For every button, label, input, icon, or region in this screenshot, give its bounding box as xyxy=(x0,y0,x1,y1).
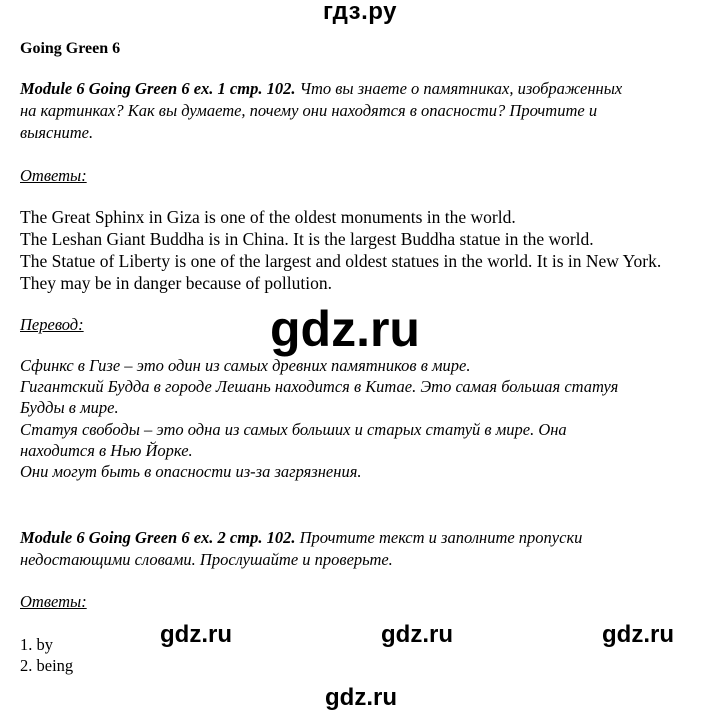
answer2-line: 2. being xyxy=(20,656,74,675)
watermark-small: gdz.ru xyxy=(381,621,453,648)
answer2-line: 1. by xyxy=(20,635,53,654)
question-2-text-line1: Прочтите текст и заполните пропуски xyxy=(295,528,583,547)
question-1-label: Module 6 Going Green 6 ex. 1 стр. 102. xyxy=(20,79,296,98)
question-2-label: Module 6 Going Green 6 ex. 2 стр. 102. xyxy=(20,528,296,547)
answer-line: The Leshan Giant Buddha is in China. It is the largest Buddha statue in the world. xyxy=(20,229,594,249)
page-title: Going Green 6 xyxy=(20,40,121,57)
watermark-small: gdz.ru xyxy=(602,621,674,648)
question-1-text-line3: выясните. xyxy=(20,123,94,142)
question-1-text-line1: Что вы знаете о памятниках, изображенных xyxy=(295,79,623,98)
question-1 xyxy=(20,78,622,100)
watermark-bottom: gdz.ru xyxy=(325,684,397,711)
question-2 xyxy=(20,527,582,549)
answers2-heading: Ответы: xyxy=(20,592,87,611)
question-1-text-line2: на картинках? Как вы думаете, почему они находятся в опасности? Прочтите и xyxy=(20,101,598,120)
translation-line: Будды в мире. xyxy=(20,398,119,417)
translation-heading: Перевод: xyxy=(20,315,84,334)
translation-line: Они могут быть в опасности из-за загрязнения. xyxy=(20,462,362,481)
answer-line: The Statue of Liberty is one of the largest and oldest statues in the world. It is in New York. xyxy=(20,251,662,271)
site-header: гдз.ру xyxy=(323,0,397,25)
translation-line: Гигантский Будда в городе Лешань находится в Китае. Это самая большая статуя xyxy=(20,377,619,396)
watermark-small: gdz.ru xyxy=(160,621,232,648)
answer-line: They may be in danger because of pollution. xyxy=(20,273,332,293)
answer-line: The Great Sphinx in Giza is one of the oldest monuments in the world. xyxy=(20,207,516,227)
answers-heading: Ответы: xyxy=(20,166,87,185)
translation-line: Статуя свободы – это одна из самых больших и старых статуй в мире. Она xyxy=(20,420,567,439)
watermark-big: gdz.ru xyxy=(270,301,420,357)
question-2-text-line2: недостающими словами. Прослушайте и проверьте. xyxy=(20,550,393,569)
translation-line: Сфинкс в Гизе – это один из самых древних памятников в мире. xyxy=(20,356,471,375)
translation-line: находится в Нью Йорке. xyxy=(20,441,193,460)
